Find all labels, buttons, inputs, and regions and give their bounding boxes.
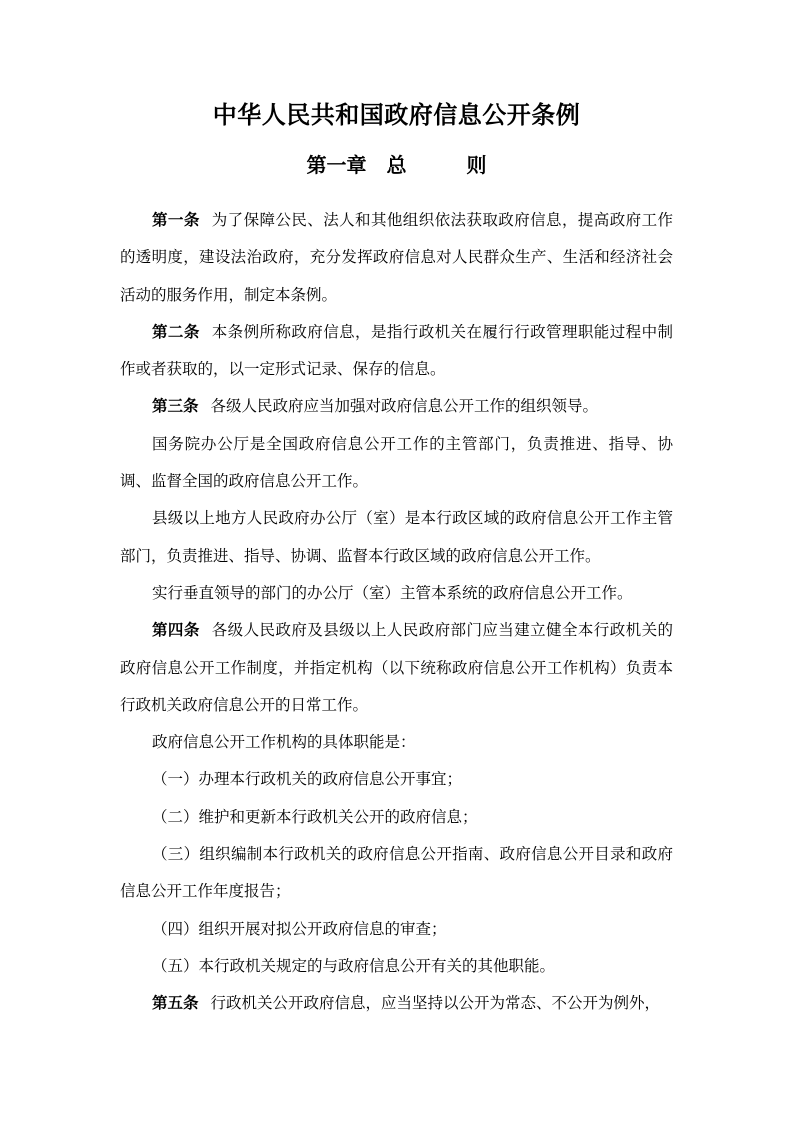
document-title: 中华人民共和国政府信息公开条例 (212, 103, 581, 129)
article-number-label: 第五条 (152, 995, 199, 1013)
paragraph-text: （五）本行政机关规定的与政府信息公开有关的其他职能。 (152, 957, 556, 975)
paragraph-text: 本条例所称政府信息，是指行政机关在履行行政管理职能过程中制作或者获取的，以一定形式记录、保存的信息。 (120, 323, 673, 379)
chapter-heading: 第一章 总 则 (306, 155, 487, 177)
paragraph list-item (120, 911, 673, 948)
paragraph-text: （四）组织开展对拟公开政府信息的审查； (152, 920, 447, 938)
paragraph (120, 612, 673, 724)
paragraph list-item (120, 761, 673, 798)
paragraph (120, 202, 673, 314)
article-number-label: 第三条 (152, 398, 199, 416)
paragraph-text: （二）维护和更新本行政机关公开的政府信息； (152, 808, 478, 826)
paragraph (120, 500, 673, 575)
paragraph-text: 各级人民政府应当加强对政府信息公开工作的组织领导。 (210, 398, 599, 416)
paragraph (120, 314, 673, 389)
article-number-label: 第四条 (152, 622, 200, 640)
paragraph (120, 985, 673, 1022)
paragraph list-item (120, 836, 673, 911)
article-number-label: 第一条 (152, 212, 200, 229)
paragraph-text: 国务院办公厅是全国政府信息公开工作的主管部门，负责推进、指导、协调、监督全国的政府信息公开工作。 (120, 435, 673, 491)
paragraph-text: （一）办理本行政机关的政府信息公开事宜； (152, 771, 463, 789)
paragraph-text: 为了保障公民、法人和其他组织依法获取政府信息，提高政府工作的透明度，建设法治政府，充分发挥政府信息对人民群众生产、生活和经济社会活动的服务作用，制定本条例。 (120, 212, 673, 304)
paragraph-text: 各级人民政府及县级以上人民政府部门应当建立健全本行政机关的政府信息公开工作制度，并指定机构（以下统称政府信息公开工作机构）负责本行政机关政府信息公开的日常工作。 (120, 622, 673, 714)
paragraph list-item (120, 799, 673, 836)
paragraph (120, 724, 673, 761)
paragraph (120, 426, 673, 501)
paragraph (120, 388, 673, 425)
paragraph-text: 县级以上地方人民政府办公厅（室）是本行政区域的政府信息公开工作主管部门，负责推进、指导、协调、监督本行政区域的政府信息公开工作。 (120, 510, 673, 565)
paragraph-text: 实行垂直领导的部门的办公厅（室）主管本系统的政府信息公开工作。 (152, 584, 633, 602)
paragraph-text: 政府信息公开工作机构的具体职能是： (152, 734, 416, 752)
paragraph-text: 行政机关公开政府信息，应当坚持以公开为常态、不公开为例外， (210, 995, 661, 1013)
document-body (120, 202, 673, 1023)
paragraph (120, 575, 673, 612)
article-number-label: 第二条 (152, 323, 200, 341)
paragraph-text: （三）组织编制本行政机关的政府信息公开指南、政府信息公开目录和政府信息公开工作年度报告； (120, 846, 673, 901)
paragraph list-item (120, 948, 673, 985)
